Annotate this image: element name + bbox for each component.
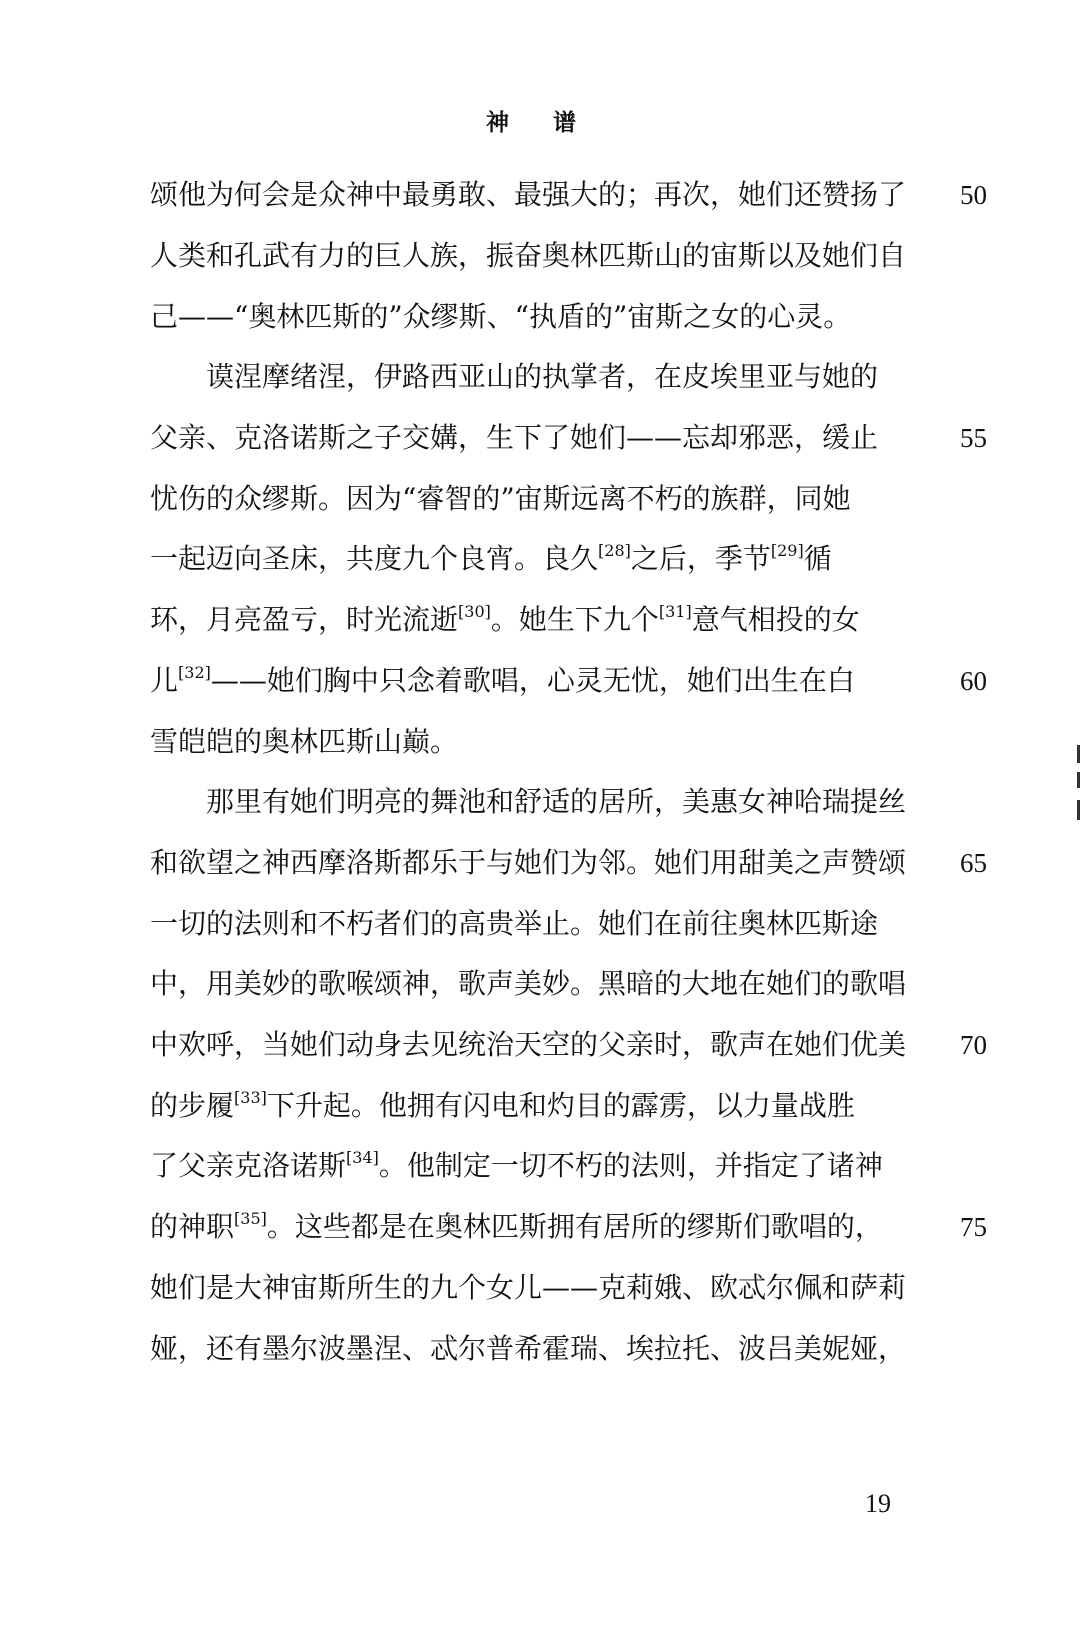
text-line: [150, 479, 910, 519]
text-segment: 那里有她们明亮的舞池和舒适的居所，美惠女神哈瑞提丝: [206, 785, 907, 818]
text-segment: 之后，季节: [630, 542, 771, 575]
footnote-ref: [31]: [658, 602, 692, 621]
line-number: 65: [960, 848, 987, 878]
text-segment: 一切的法则和不朽者们的高贵举止。她们在前往奥林匹斯途: [150, 907, 879, 940]
text-segment: 她们是大神宙斯所生的九个女儿——克莉娥、欧忒尔佩和萨莉: [150, 1271, 907, 1304]
text-line: [150, 1025, 910, 1065]
text-line: [150, 297, 910, 337]
footnote-ref: [33]: [234, 1088, 267, 1107]
text-segment: 雪皑皑的奥林匹斯山巅。: [150, 725, 459, 758]
text-segment: ——她们胸中只念着歌唱，心灵无忧，她们出生在白: [210, 664, 855, 697]
text-segment: 一起迈向圣床，共度九个良宵。良久: [150, 542, 599, 575]
text-segment: 中，用美妙的歌喉颂神，歌声美妙。黑暗的大地在她们的歌唱: [150, 967, 907, 1000]
text-segment: 。她生下九个: [490, 603, 659, 636]
text-segment: 谟涅摩绪涅，伊路西亚山的执掌者，在皮埃里亚与她的: [206, 360, 879, 393]
text-line: [150, 964, 910, 1004]
text-segment: 父亲、克洛诺斯之子交媾，生下了她们——忘却邪恶，缓止: [150, 421, 879, 454]
footnote-ref: [32]: [178, 663, 211, 682]
line-number: 60: [960, 666, 987, 696]
text-segment: 的步履: [150, 1089, 235, 1122]
line-number: 55: [960, 423, 987, 453]
footnote-ref: [34]: [346, 1148, 379, 1167]
text-segment: 环，月亮盈亏，时光流逝: [150, 603, 459, 636]
text-segment: 下升起。他拥有闪电和灼目的霹雳，以力量战胜: [266, 1089, 855, 1122]
text-line: [150, 236, 910, 276]
line-number: 50: [960, 180, 987, 210]
page-number: 19: [865, 1489, 891, 1518]
running-header: 神 谱: [485, 109, 594, 136]
text-segment: 颂他为何会是众神中最勇敢、最强大的；再次，她们还赞扬了: [150, 178, 907, 211]
text-line: [150, 1268, 910, 1308]
text-segment: 。他制定一切不朽的法则，并指定了诸神: [378, 1149, 883, 1182]
text-segment: 忧伤的众缪斯。因为“睿智的”宙斯远离不朽的族群，同她: [150, 482, 851, 515]
text-line: [150, 539, 910, 579]
text-segment: 娅，还有墨尔波墨涅、忒尔普希霍瑞、埃拉托、波吕美妮娅，: [150, 1332, 907, 1365]
text-segment: 了父亲克洛诺斯: [150, 1149, 347, 1182]
text-line: [206, 782, 910, 822]
text-segment: 的神职: [150, 1210, 235, 1243]
footnote-ref: [29]: [770, 541, 804, 560]
text-line: [150, 722, 910, 762]
line-number: 75: [960, 1212, 987, 1242]
text-line: [206, 357, 910, 397]
text-segment: 己——“奥林匹斯的”众缪斯、“执盾的”宙斯之女的心灵。: [150, 300, 852, 333]
footnote-ref: [30]: [458, 602, 491, 621]
text-segment: 中欢呼，当她们动身去见统治天空的父亲时，歌声在她们优美: [150, 1028, 907, 1061]
text-segment: 儿: [150, 664, 179, 697]
text-line: [150, 1086, 910, 1126]
text-segment: 。这些都是在奥林匹斯拥有居所的缪斯们歌唱的，: [266, 1210, 883, 1243]
text-segment: 循: [803, 542, 832, 575]
text-line: [150, 904, 910, 944]
text-line: [150, 1207, 910, 1247]
text-line: [150, 661, 910, 701]
text-line: [150, 843, 910, 883]
text-line: [150, 175, 910, 215]
footnote-ref: [28]: [598, 541, 631, 560]
footnote-ref: [35]: [234, 1209, 267, 1228]
text-line: [150, 600, 910, 640]
line-number: 70: [960, 1030, 987, 1060]
text-segment: 意气相投的女: [691, 603, 860, 636]
text-line: [150, 1146, 910, 1186]
text-line: [150, 1329, 910, 1369]
text-line: [150, 418, 910, 458]
text-segment: 人类和孔武有力的巨人族，振奋奥林匹斯山的宙斯以及她们自: [150, 239, 907, 272]
text-segment: 和欲望之神西摩洛斯都乐于与她们为邻。她们用甜美之声赞颂: [150, 846, 907, 879]
